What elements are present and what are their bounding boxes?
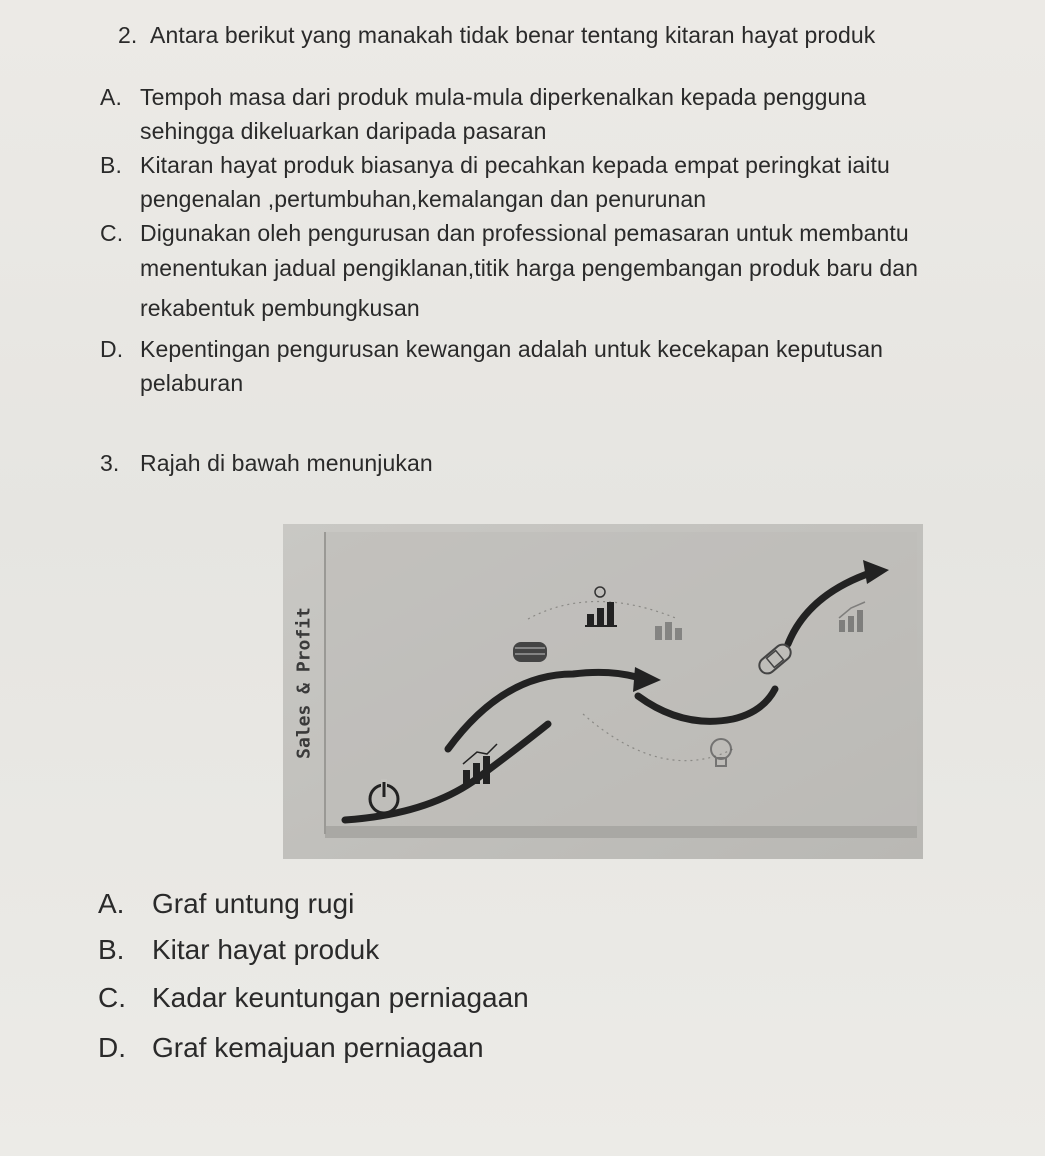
answer-text: Kitar hayat produk: [152, 934, 380, 965]
answer-a: [98, 886, 354, 922]
product-life-cycle-figure: [283, 524, 923, 859]
answer-letter: B.: [98, 934, 125, 965]
option-letter: B.: [100, 152, 122, 178]
question-text: Rajah di bawah menunjukan: [140, 450, 433, 476]
option-letter: D.: [100, 336, 124, 362]
baseline: [325, 826, 917, 838]
y-axis-label-wrap: [284, 598, 324, 768]
answer-text: Kadar keuntungan perniagaan: [152, 982, 529, 1013]
answer-text: Graf kemajuan perniagaan: [152, 1032, 484, 1063]
option-text: Tempoh masa dari produk mula-mula diperkenalkan kepada pengguna: [140, 84, 867, 110]
answer-letter: D.: [98, 1032, 126, 1063]
option-c-line-3: rekabentuk pembungkusan: [140, 295, 420, 321]
option-a-line-2: sehingga dikeluarkan daripada pasaran: [140, 118, 547, 144]
option-letter: C.: [100, 220, 124, 246]
question-text: Antara berikut yang manakah tidak benar tentang kitaran hayat produk: [150, 22, 876, 48]
y-axis-label: Sales & Profit: [293, 607, 315, 759]
option-letter: A.: [100, 84, 122, 110]
answer-letter: C.: [98, 982, 126, 1013]
answer-b: [98, 932, 379, 968]
question-number: 2.: [118, 22, 138, 48]
answer-c: [98, 980, 529, 1016]
option-a-line-1: [100, 82, 866, 112]
option-d-line-1: [100, 334, 883, 364]
question-number: 3.: [100, 450, 120, 476]
option-b-line-1: [100, 150, 890, 180]
option-c-line-2: menentukan jadual pengiklanan,titik harga pengembangan produk baru dan: [140, 255, 919, 281]
question-2-stem: [118, 20, 875, 50]
option-c-line-1: [100, 218, 909, 248]
option-text: Kepentingan pengurusan kewangan adalah untuk kecekapan keputusan: [140, 336, 883, 362]
option-text: Kitaran hayat produk biasanya di pecahkan kepada empat peringkat iaitu: [140, 152, 890, 178]
answer-text: Graf untung rugi: [152, 888, 355, 919]
question-3-stem: [100, 448, 433, 478]
answer-d: [98, 1030, 484, 1066]
answer-letter: A.: [98, 888, 125, 919]
option-d-line-2: pelaburan: [140, 370, 244, 396]
plot-area: [325, 532, 917, 832]
figure-graphic: [283, 524, 923, 859]
coins-icon: [513, 642, 547, 662]
option-text: Digunakan oleh pengurusan dan professional pemasaran untuk membantu: [140, 220, 909, 246]
option-b-line-2: pengenalan ,pertumbuhan,kemalangan dan penurunan: [140, 186, 707, 212]
